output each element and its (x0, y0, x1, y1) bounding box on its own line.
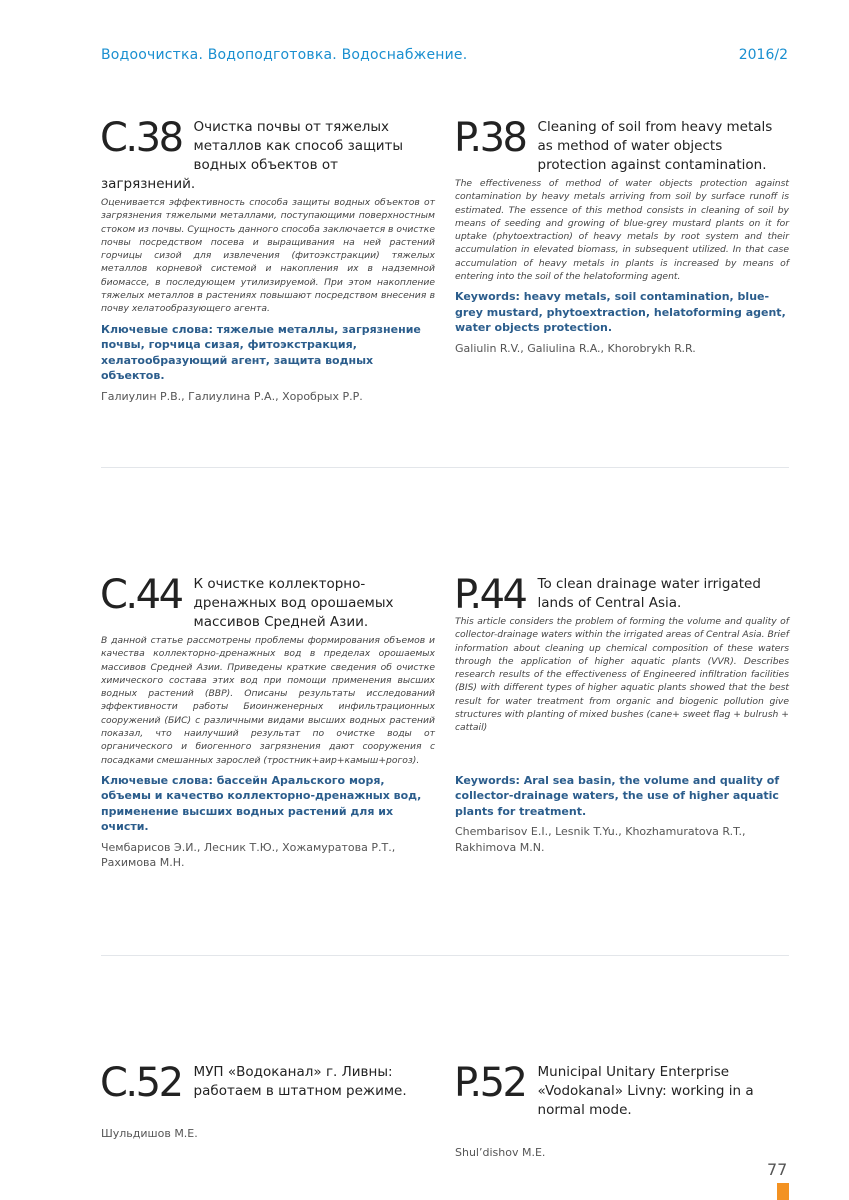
article-authors: Галиулин Р.В., Галиулина Р.А., Хоробрых Р.Р. (101, 389, 363, 403)
article-abstract: The effectiveness of method of water objects protection against contamination by heavy metals arriving from soil by surface runoff is estimated. The essence of this method consists in cleaning of soil by means of seeding and growing of blue-grey mustard plants on it for uptake (phytoextraction) of heavy metals by root system and their accumulation in elevated biomass, in subsequent utilized. In that case accumulation of heavy metals in plants is increased by means of entering into the soil of the helatoforming agent. (455, 178, 789, 283)
article-keywords: Ключевые слова: бассейн Аральского моря, объемы и качество коллекторно-дренажных вод, применение высших водных растений для их очисти. (101, 773, 422, 834)
article-code: C.52 (100, 1060, 182, 1106)
article-ru (100, 572, 435, 871)
article-code: C.44 (100, 572, 182, 618)
article-keywords: Keywords: heavy metals, soil contamination, blue-grey mustard, phytoextraction, helatoforming agent, water objects protection. (455, 290, 786, 335)
issue-number: 2016/2 (738, 47, 788, 63)
page-marker (777, 1183, 789, 1200)
article-authors: Chembarisov E.I., Lesnik T.Yu., Khozhamuratova R.T., Rakhimova M.N. (455, 825, 746, 854)
article-abstract: Оценивается эффективность способа защиты водных объектов от загрязнения тяжелыми металлами, поступающими поверхностным стоком из почвы. Сущность данного способа заключается в очистке почвы посредством посева и выращивания на ней растений горчицы сизой для извлечения (фитоэкстракции) тяжелых металлов корневой системой и накопления их в надземной биомассе, в последующем утилизируемой. При этом накопление тяжелых металлов в растениях повышают посредством внесения в почву хелатообразующего агента. (101, 197, 436, 315)
article-en (454, 115, 789, 356)
article-title: Cleaning of soil from heavy metals as method of water objects protection against contamination. (537, 119, 773, 173)
article-authors: Чембарисов Э.И., Лесник Т.Ю., Хожамуратова Р.Т., Рахимова М.Н. (101, 840, 396, 870)
article-code: P.38 (454, 115, 526, 161)
article-keywords: Ключевые слова: тяжелые металлы, загрязнение почвы, горчица сизая, фитоэкстракция, хелатообразующий агент, защита водных объектов. (101, 322, 421, 383)
article-title: Очистка почвы от тяжелых металлов как способ защиты водных объектов от загрязнений. (101, 119, 404, 192)
article-ru (100, 1060, 435, 1142)
article-keywords: Keywords: Aral sea basin, the volume and quality of collector-drainage waters, the use of higher aquatic plants for treatment. (455, 773, 780, 818)
page-number: 77 (767, 1160, 788, 1179)
article-abstract: В данной статье рассмотрены проблемы формирования объемов и качества коллекторно-дренажных вод в пределах орошаемых массивов Средней Азии. Приведены краткие сведения об очистке химического состава этих вод при помощи применения высших водных растений (ВВР). Описаны результаты исследований эффективности работы Биоинженерных инфильтрационных сооружений (БИС) с различными видами высших водных растений показал, что наилучший результат по очистке воды от органического и биогенного загрязнения дают сооружения с посадками смешанных зарослей (тростник+аир+камыш+рогоз). (101, 635, 435, 766)
article-en (454, 572, 789, 855)
article-title: To clean drainage water irrigated lands of Central Asia. (537, 576, 761, 611)
article-code: P.52 (454, 1060, 526, 1106)
article-code: C.38 (100, 115, 182, 161)
article-authors: Shul’dishov M.E. (455, 1146, 546, 1159)
article-title: МУП «Водоканал» г. Ливны: работаем в штатном режиме. (193, 1064, 407, 1099)
journal-title: Водоочистка. Водоподготовка. Водоснабжение. (101, 47, 468, 63)
article-title: Municipal Unitary Enterprise «Vodokanal» Livny: working in a normal mode. (537, 1064, 754, 1118)
article-code: P.44 (454, 572, 526, 618)
article-authors: Шульдишов М.Е. (101, 1127, 198, 1140)
article-en (454, 1060, 789, 1161)
article-ru (100, 115, 436, 404)
article-title: К очистке коллекторно-дренажных вод орошаемых массивов Средней Азии. (193, 576, 394, 630)
section-divider (101, 955, 789, 956)
article-abstract: This article considers the problem of forming the volume and quality of collector-drainage waters within the irrigated areas of Central Asia. Brief information about cleaning up chemical composition of these waters through the application of higher aquatic plants (VVR). Describes research results of the effectiveness of Engineered infiltration facilities (BIS) with different types of higher aquatic plants showed that the best result for water treatment from organic and biogenic pollution give structures with planting of mixed bushes (cane+ sweet flag + bulrush + cattail) (455, 616, 789, 734)
article-authors: Galiulin R.V., Galiulina R.A., Khorobrykh R.R. (455, 341, 696, 355)
section-divider (101, 467, 789, 468)
